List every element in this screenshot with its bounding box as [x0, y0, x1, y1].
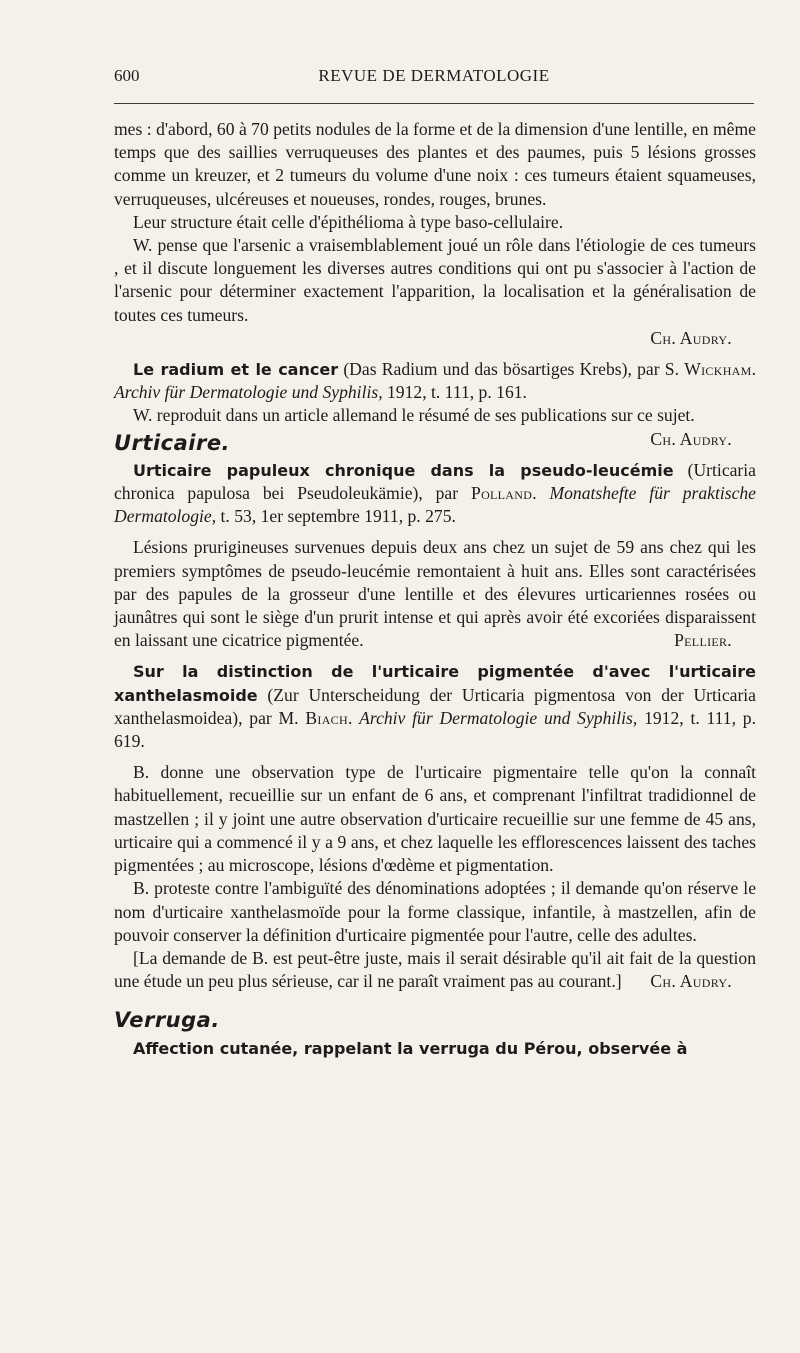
paragraph: Lésions prurigineuses survenues depuis deux ans chez un sujet de 59 ans chez qui les premiers symptômes de pseudo-leucémie remontaient à huit ans. Elles sont caractérisées par des papules de la grosseur d'une lentille et des élevures urticariennes rosées ou jaunâtres qui sont le siège d'un prurit intense et qui après avoir été excoriées disparaissent en laissant une cicatrice pigmentée. Pellier. — [114, 536, 756, 652]
running-title: REVUE DE DERMATOLOGIE — [318, 66, 550, 85]
paragraph: Leur structure était celle d'épithélioma à type baso-cellulaire. — [133, 211, 564, 232]
article-title: Affection cutanée, rappelant la verruga du Pérou, observée à — [133, 1038, 688, 1058]
article-title: Sur la distinction de l'urticaire pigmentée d'avec l'urticaire xanthelasmoide — [114, 662, 756, 705]
article-title: Le radium et le cancer — [133, 360, 339, 380]
article-heading — [114, 1037, 756, 1060]
article-title: Urticaire papuleux chronique dans la pseudo-leucémie — [133, 460, 674, 480]
signature: Ch. Audry. — [650, 428, 732, 449]
journal: Archiv für Dermatologie und Syphilis, — [114, 382, 383, 403]
journal: Archiv für Dermatologie und Syphilis, — [359, 707, 638, 728]
signature: Ch. Audry. — [650, 327, 732, 348]
paragraph: [La demande de B. est peut-être juste, mais il serait désirable qu'il ait fait de la question une étude un peu plus sérieuse, car il ne paraît vraiment pas au courant.] Ch. Audry. — [114, 947, 756, 993]
journal: Monatshefte für praktische Dermatologie, — [114, 483, 756, 527]
article-heading: Sur la distinction de l'urticaire pigmentée d'avec l'urticaire xanthelasmoide (Zur Unterscheidung der Urticaria pigmentosa von der Urticaria xanthelasmoidea), par M. Biach. Archiv für Dermatologie und Syphilis, 1912, t. 111, p. 619. — [114, 662, 756, 752]
paragraph: B. proteste contre l'ambiguïté des dénominations adoptées ; il demande qu'on réserve le nom d'urticaire xanthelasmoïde pour la forme classique, infantile, à mastzellen, afin de pouvoir conserver la définition d'urticaire pigmentée pour l'autre, celle des adultes. — [114, 878, 756, 945]
header-rule — [114, 103, 754, 104]
article-heading: Urticaire papuleux chronique dans la pseudo-leucémie (Urticaria chronica papulosa bei Pseudoleukämie), par Polland. Monatshefte für praktische Dermatologie, t. 53, 1er septembre 1911, p. 275. — [114, 459, 756, 527]
author: Biach — [305, 707, 348, 728]
author: Wickham — [684, 359, 752, 380]
paragraph: W. pense que l'arsenic a vraisemblablement joué un rôle dans l'étiologie de ces tumeurs , et il discute longuement les diverses autres conditions qui ont pu s'associer à l'action de l'arsenic pour déterminer exactement l'apparition, la localisation et la généralisation de toutes ces tumeurs. — [114, 235, 756, 325]
page-number: 600 — [114, 66, 140, 85]
article-heading: Le radium et le cancer (Das Radium und das bösartiges Krebs), par S. Wickham. Archiv für Dermatologie und Syphilis, 1912, t. 111, p. 161. — [114, 359, 757, 403]
section-heading: Urticaire. — [114, 430, 231, 455]
signature: Pellier. — [674, 630, 732, 651]
author: Polland — [470, 483, 533, 504]
paragraph: B. donne une observation type de l'urticaire pigmentaire telle qu'on la connaît habituellement, recueillie sur un enfant de 6 ans, et comprenant l'infiltrat tradidionnel de mastzellen ; il y joint une autre observation d'urticaire recueillie sur une femme de 45 ans, urticaire qui a commencé il y a 9 ans, et chez laquelle les efflorescences laissent des taches pigmentées ; au microscope, lésions d'œdème et pigmentation. — [114, 762, 756, 876]
signature: Ch. Audry. — [650, 971, 732, 992]
paragraph: W. reproduit dans un article allemand le résumé de ses publications sur ce sujet. Ch. Audry. — [114, 404, 756, 427]
page-body — [114, 118, 756, 1060]
section-heading: Verruga. — [114, 1008, 220, 1033]
paragraph: mes : d'abord, 60 à 70 petits nodules de la forme et de la dimension d'une lentille, en même temps que des saillies verruqueuses des plantes et des paumes, puis 5 lésions grosses comme un kreuzer, et 2 tumeurs du volume d'une noix : ces tumeurs étaient squameuses, verruqueuses, ulcéreuses et noueuses, rondes, rouges, brunes. — [114, 119, 756, 209]
page-header — [114, 62, 754, 92]
